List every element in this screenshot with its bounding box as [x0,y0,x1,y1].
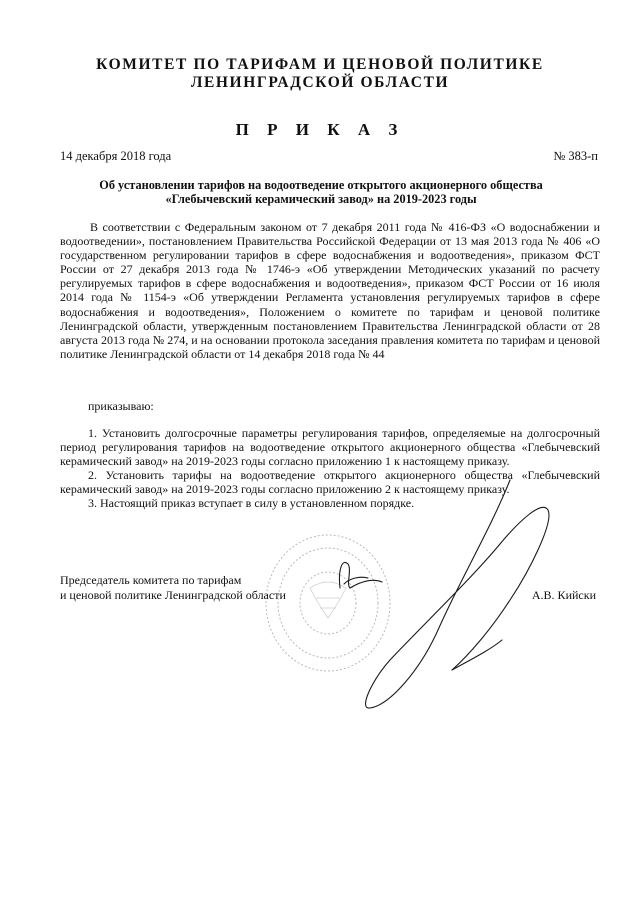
signatory-position [60,573,286,603]
document-subject: Об установлении тарифов на водоотведение открытого акционерного общества «Глебычевский керамический завод» на 2019-2023 годы [99,178,543,206]
signatory-name: А.В. Кийски [531,588,596,602]
committee-name-line1: КОМИТЕТ ПО ТАРИФАМ И ЦЕНОВОЙ ПОЛИТИКЕ [96,56,544,73]
signatory-position-line2: и ценовой политике Ленинградской области [60,588,286,602]
committee-name-line2: ЛЕНИНГРАДСКОЙ ОБЛАСТИ [190,74,450,91]
document-date: 14 декабря 2018 года [60,149,172,163]
signatory-position-line1: Председатель комитета по тарифам [60,573,242,587]
order-item-2: 2. Установить тарифы на водоотведение открытого акционерного общества «Глебычевский керамический завод» на 2019-2023 годы согласно приложению 2 к настоящему приказу. [60,468,600,497]
order-item-1: 1. Установить долгосрочные параметры регулирования тарифов, определяемые на долгосрочный период регулирования тарифов на водоотведение открытого акционерного общества «Глебычевский керамический завод» на 2019-2023 годы согласно приложению 1 к настоящему приказу. [60,426,600,469]
handwritten-signature [320,460,580,720]
orders-word: приказываю: [88,399,154,413]
document-title: П Р И К А З [235,120,405,139]
document-number: № 383-п [553,149,598,163]
order-item-3: 3. Настоящий приказ вступает в силу в установленном порядке. [88,496,415,511]
preamble-paragraph: В соответствии с Федеральным законом от 7 декабря 2011 года № 416-ФЗ «О водоснабжении и водоотведении», постановлением Правительства Российской Федерации от 13 мая 2013 года № 406 «О государственном регулировании тарифов в сфере водоснабжения и водоотведения», приказом ФСТ России от 27 декабря 2013 года № 1746-э «Об утверждении Методических указаний по расчету регулируемых тарифов в сфере водоснабжения и водоотведения», приказом ФСТ России от 16 июля 2014 года № 1154-э «Об утверждении Регламента установления регулируемых тарифов в сфере водоснабжения и водоотведения», Положением о комитете по тарифам и ценовой политике Ленинградской области, утвержденным постановлением Правительства Ленинградской области от 28 августа 2013 года № 274, и на основании протокола заседания правления комитета по тарифам и ценовой политике Ленинградской области от 14 декабря 2018 года № 44 [60,220,600,361]
